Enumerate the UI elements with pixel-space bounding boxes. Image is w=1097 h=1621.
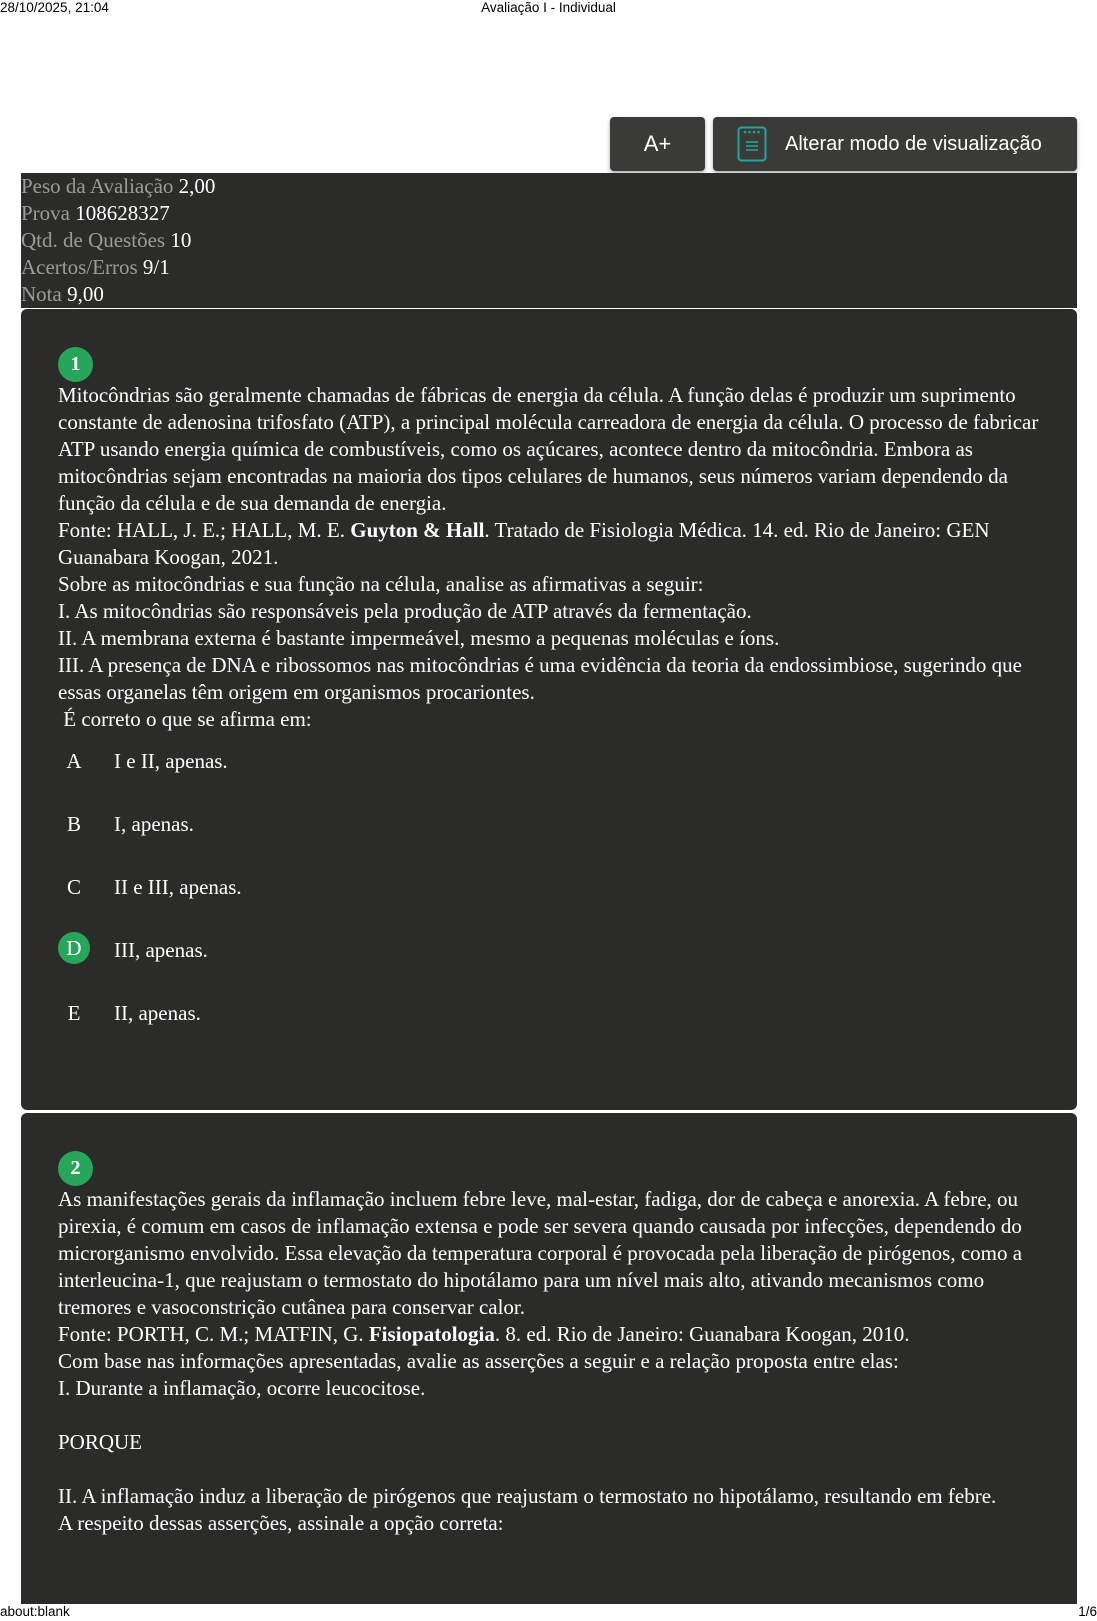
- view-mode-button[interactable]: [713, 117, 1077, 171]
- print-doc-title: Avaliação I - Individual: [481, 0, 616, 15]
- alternative-letter: B: [66, 811, 81, 836]
- alternative-text: I e II, apenas.: [114, 749, 228, 773]
- summary-question-count: [21, 227, 1077, 254]
- question-ask: A respeito dessas asserções, assinale a opção correta:: [58, 1511, 504, 1535]
- alternative-text: II e III, apenas.: [114, 875, 242, 899]
- statement-2: II. A membrana externa é bastante impermeável, mesmo a pequenas moléculas e íons.: [58, 626, 780, 650]
- assertion-1: I. Durante a inflamação, ocorre leucocitose.: [58, 1376, 426, 1400]
- alternative-letter: E: [67, 1000, 81, 1025]
- summary-label: Peso da Avaliação: [21, 174, 174, 198]
- summary-grade: [21, 281, 1077, 308]
- assertion-2: II. A inflamação induz a liberação de piróg​enos que reajustam o termostato no hipotálamo, resultando em febre.: [58, 1484, 997, 1508]
- exam-summary-panel: [21, 173, 1077, 308]
- summary-weight: [21, 173, 1077, 200]
- summary-value: 2,00: [178, 174, 216, 198]
- print-page-number: 1/6: [1078, 1604, 1097, 1619]
- question-prompt: Com base nas informações apresentadas, avalie as asserções a seguir e a relação proposta entre elas:: [58, 1349, 899, 1373]
- question-paragraph: Mitocôndrias são geralmente chamadas de fábricas de energia da célula. A função delas é produzir um suprimento constante de adenosina trifosfato (ATP), a principal molécula carreadora de energia da célula. O processo de fabricar ATP usando energia química de combustíveis, como os açúcares, acontece dentro da mitocôndria. Embora as mitocôndrias sejam encontradas na maioria dos tipos celulares de humanos, seus números variam dependendo da função da célula e de sua demanda de energia.: [58, 383, 1039, 515]
- question-source: Fonte: HALL, J. E.; HALL, M. E. Guyton & Hall. Tratado de Fisiologia Médica. 14. ed. Rio de Janeiro: GEN Guanabara Koogan, 2021.: [58, 518, 990, 569]
- summary-label: Acertos/Erros: [21, 255, 138, 279]
- question-statement: [58, 382, 1040, 733]
- question-number-badge: 1: [58, 347, 93, 382]
- source-book-title: Fisiopatologia: [368, 1322, 495, 1346]
- question-statement: [58, 1186, 1040, 1537]
- alternative-e[interactable]: [58, 997, 1040, 1060]
- summary-hits-misses: [21, 254, 1077, 281]
- view-mode-label: Alterar modo de visualização: [785, 132, 1042, 155]
- print-url: about:blank: [0, 1604, 70, 1619]
- question-source: Fonte: PORTH, C. M.; MATFIN, G. Fisiopatologia. 8. ed. Rio de Janeiro: Guanabara Koogan, 2010.: [58, 1322, 910, 1346]
- summary-label: Nota: [21, 282, 62, 306]
- alternative-text: III, apenas.: [114, 938, 208, 962]
- question-number-badge: 2: [58, 1151, 93, 1186]
- statement-3: III. A presença de DNA e ribossomos nas mitocôndrias é uma evidência da teoria da endossimbiose, sugerindo que essas organelas têm origem em organismos procariontes.: [58, 653, 1023, 704]
- alternative-d[interactable]: [58, 934, 1040, 997]
- question-ask: É correto o que se afirma em:: [58, 707, 312, 731]
- summary-label: Prova: [21, 201, 70, 225]
- alternative-letter: C: [66, 874, 81, 899]
- alternatives-list: [58, 745, 1040, 1060]
- statement-1: I. As mitocôndrias são responsáveis pela produção de ATP através da fermentação.: [58, 599, 752, 623]
- summary-exam-id: [21, 200, 1077, 227]
- assertion-connector: PORQUE: [58, 1430, 143, 1454]
- alternative-letter-selected: D: [58, 932, 90, 964]
- question-paragraph: As manifestações gerais da inflamação incluem febre leve, mal-estar, fadiga, dor de cabeça e anorexia. A febre, ou pirexia, é comum em casos de inflamação extensa e pode ser severa quando causada por infecções, dependendo do microrganismo envolvido. Essa elevação da temperatura corporal é provocada pela liberação de pirógenos, como a interleucina-1, que reajustam o termostato do hipotálamo para um nível mais alto, ativando mecanismos como tremores e vasoconstrição cutânea para conservar calor.: [58, 1187, 1023, 1319]
- print-header: [0, 0, 1097, 16]
- summary-value: 108628327: [75, 201, 170, 225]
- summary-label: Qtd. de Questões: [21, 228, 166, 252]
- alternative-b[interactable]: [58, 808, 1040, 871]
- question-card-2: [21, 1113, 1077, 1604]
- alternative-text: II, apenas.: [114, 1001, 201, 1025]
- print-datetime: 28/10/2025, 21:04: [0, 0, 109, 15]
- alternative-a[interactable]: [58, 745, 1040, 808]
- alternative-text: I, apenas.: [114, 812, 194, 836]
- summary-value: 9/1: [142, 255, 170, 279]
- document-icon: [737, 126, 767, 162]
- source-book-title: Guyton & Hall: [350, 518, 485, 542]
- font-increase-button[interactable]: A+: [610, 117, 705, 171]
- alternative-c[interactable]: [58, 871, 1040, 934]
- summary-value: 10: [170, 228, 192, 252]
- print-footer: [0, 1604, 1097, 1621]
- alternative-letter: A: [66, 748, 82, 773]
- question-card-1: [21, 309, 1077, 1110]
- question-prompt: Sobre as mitocôndrias e sua função na célula, analise as afirmativas a seguir:: [58, 572, 704, 596]
- summary-value: 9,00: [67, 282, 104, 306]
